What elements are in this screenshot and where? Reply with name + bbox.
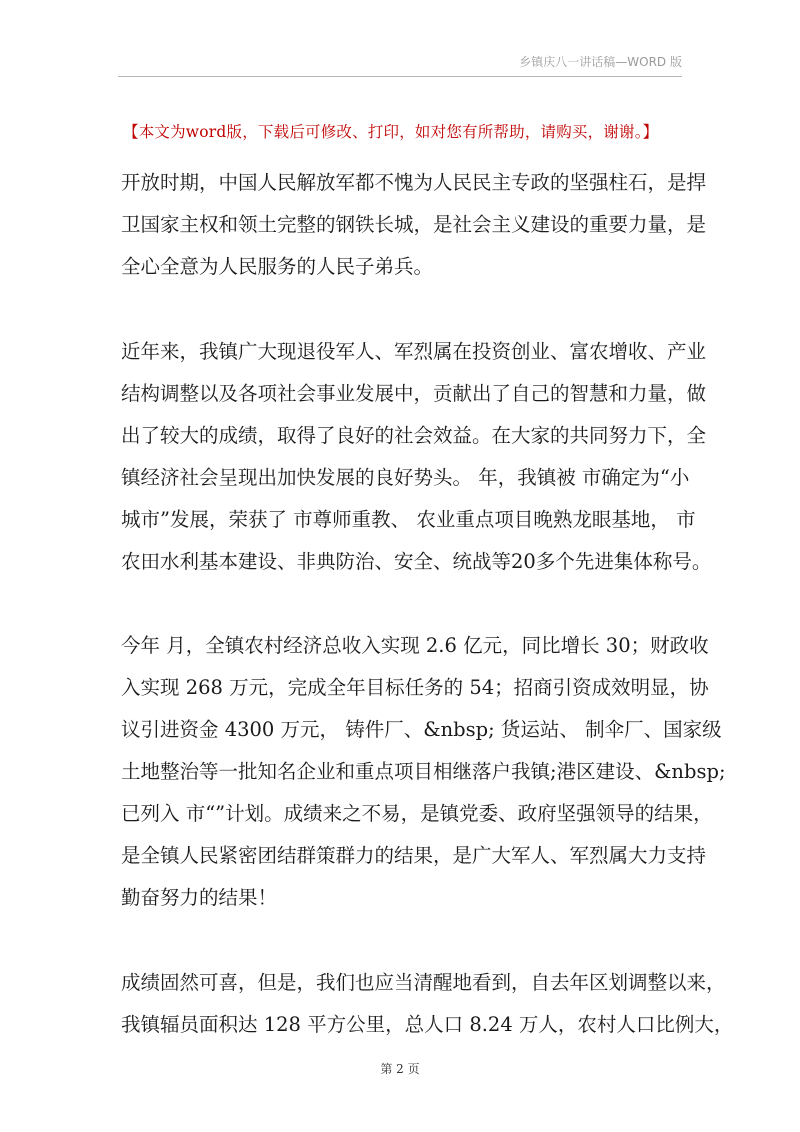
page-number: 第 2 页	[380, 1062, 420, 1076]
paragraph-3-line-1: 今年 月，全镇农村经济总收入实现 2.6 亿元，同比增长 30；财政收	[121, 634, 709, 657]
paragraph-3-line-6: 是全镇人民紧密团结群策群力的结果，是广大军人、军烈属大力支持	[121, 844, 707, 867]
header-divider	[118, 76, 682, 77]
paragraph-3-line-2: 入实现 268 万元，完成全年目标任务的 54；招商引资成效明显，协	[121, 676, 709, 699]
paragraph-2-line-5: 城市”发展，荣获了 市尊师重教、 农业重点项目晚熟龙眼基地， 市	[121, 508, 696, 531]
paragraph-2-line-1: 近年来，我镇广大现退役军人、军烈属在投资创业、富农增收、产业	[121, 340, 707, 363]
page-header-title: 乡镇庆八一讲话稿—WORD 版	[519, 55, 682, 69]
paragraph-4-line-2: 我镇辐员面积达 128 平方公里，总人口 8.24 万人，农村人口比例大，	[121, 1013, 734, 1036]
paragraph-3-line-7: 勤奋努力的结果！	[121, 886, 278, 909]
paragraph-1-line-2: 卫国家主权和领土完整的钢铁长城，是社会主义建设的重要力量，是	[121, 213, 707, 236]
paragraph-4-line-1: 成绩固然可喜，但是，我们也应当清醒地看到，自去年区划调整以来，	[121, 971, 726, 994]
paragraph-3-line-3: 议引进资金 4300 万元， 铸件厂、&nbsp; 货运站、 制伞厂、国家级	[121, 718, 722, 741]
paragraph-1-line-1: 开放时期，中国人民解放军都不愧为人民民主专政的坚强柱石，是捍	[121, 171, 707, 194]
paragraph-2-line-4: 镇经济社会呈现出加快发展的良好势头。 年，我镇被 市确定为“小	[121, 466, 690, 489]
paragraph-2-line-2: 结构调整以及各项社会事业发展中，贡献出了自己的智慧和力量，做	[121, 382, 707, 405]
purchase-notice: 【本文为word版，下载后可修改、打印，如对您有所帮助，请购买，谢谢。】	[123, 123, 659, 141]
paragraph-2-line-3: 出了较大的成绩，取得了良好的社会效益。在大家的共同努力下，全	[121, 424, 707, 447]
paragraph-3-line-4: 土地整治等一批知名企业和重点项目相继落户我镇;港区建设、&nbsp;	[121, 760, 726, 783]
paragraph-2-line-6: 农田水利基本建设、非典防治、安全、统战等20多个先进集体称号。	[121, 550, 712, 573]
paragraph-1-line-3: 全心全意为人民服务的人民子弟兵。	[121, 255, 434, 278]
paragraph-3-line-5: 已列入 市“”计划。成绩来之不易，是镇党委、政府坚强领导的结果，	[121, 802, 713, 825]
